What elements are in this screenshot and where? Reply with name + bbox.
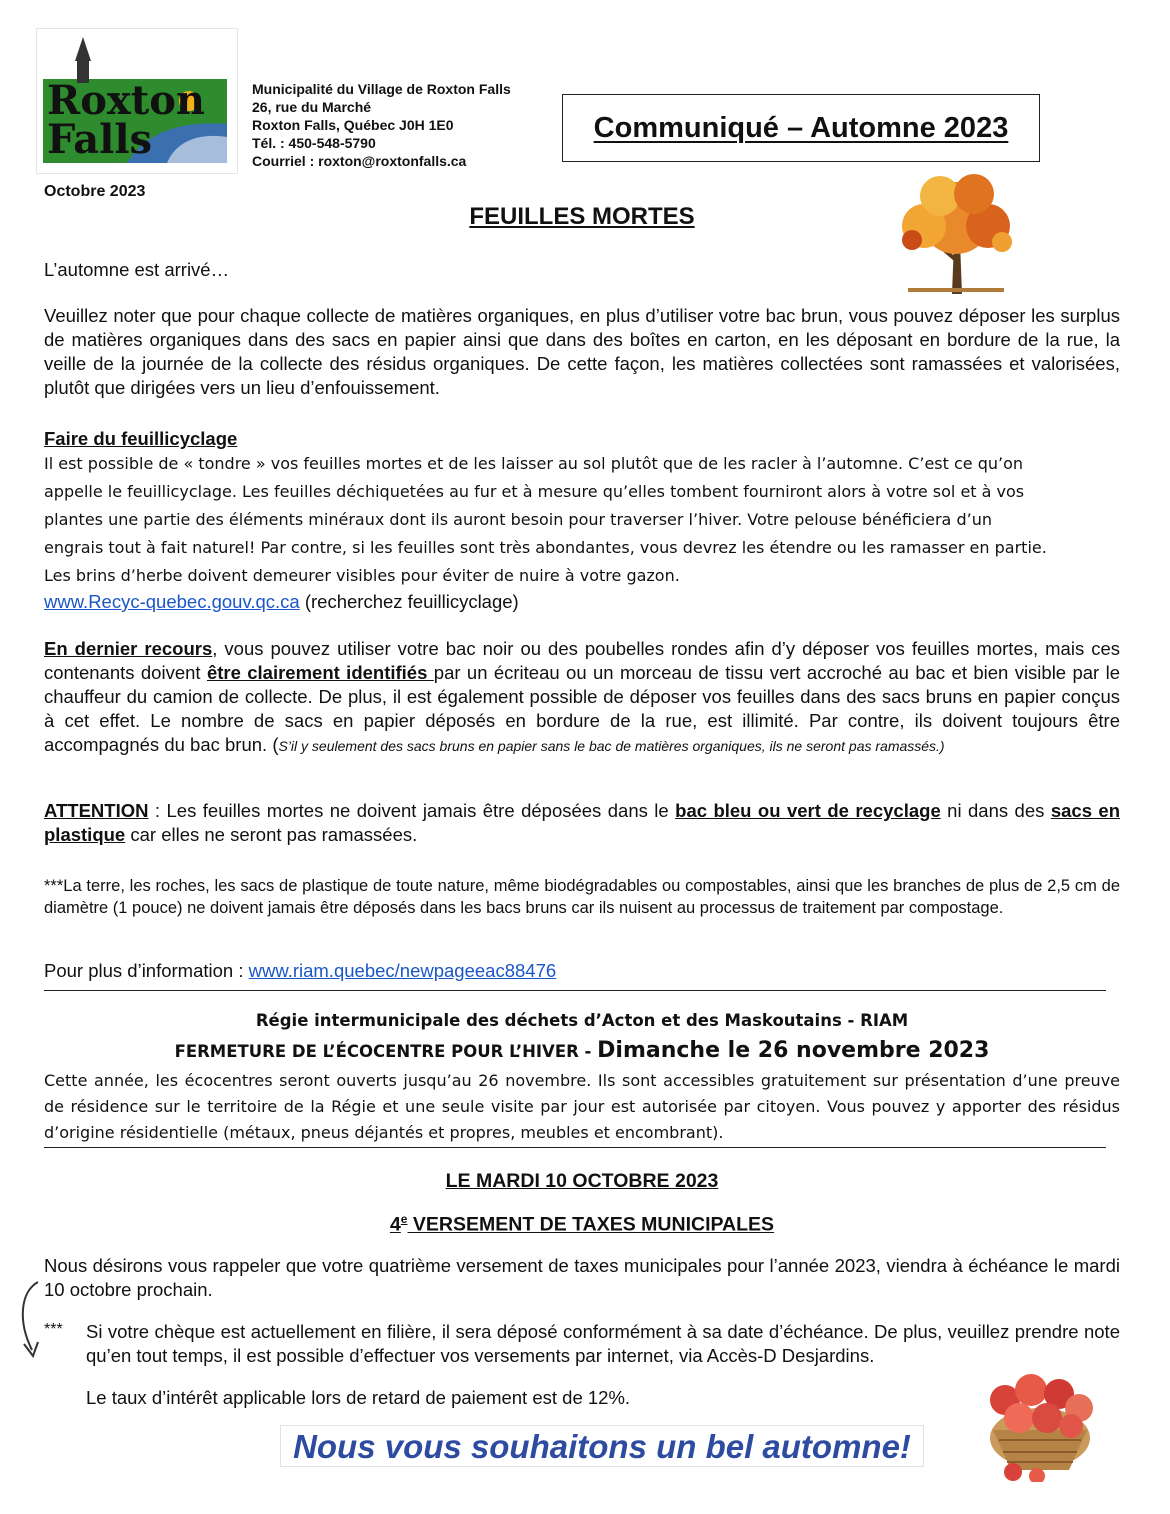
address-line: 26, rue du Marché: [252, 99, 372, 115]
communique-title: Communiqué – Automne 2023: [593, 111, 1009, 144]
taxes-heading-text: VERSEMENT DE TAXES MUNICIPALES: [407, 1213, 775, 1236]
riam-heading: Régie intermunicipale des déchets d’Acton et des Maskoutains - RIAM: [255, 1011, 909, 1030]
divider: [44, 990, 1106, 991]
section-title-feuilles: FEUILLES MORTES: [469, 203, 695, 230]
attention-sacs-plastique: sacs en plastique: [44, 800, 1121, 845]
organic-paragraph: Veuillez noter que pour chaque collecte de matières organiques, en plus d’utiliser votre bac brun, vous pouvez déposer les surplus de matières organiques dans des sacs en papier ainsi que dans des boîtes en carton, en les déposant en bordure de la rue, la veille de la journée de la collecte des résidus organiques. De cette façon, les matières collectées sont ramassées et valorisées, plutôt que dirigées vers un lieu d’enfouissement.: [44, 305, 1120, 398]
taxes-paragraph: Nous désirons vous rappeler que votre quatrième versement de taxes municipales pour l’année 2023, viendra à échéance le mardi 10 octobre prochain.: [44, 1255, 1120, 1300]
intro-text: L’automne est arrivé…: [44, 259, 230, 280]
svg-text:Roxton: Roxton: [47, 77, 206, 124]
svg-text:Falls: Falls: [47, 116, 153, 163]
attention-text: : Les feuilles mortes ne doivent jamais être déposées dans le: [148, 800, 676, 821]
closing-message: Nous vous souhaitons un bel automne!: [280, 1425, 924, 1467]
address-line: Courriel : roxton@roxtonfalls.ca: [252, 153, 467, 169]
text-line: appelle le feuillicyclage. Les feuilles déchiquetées au fur et à mesure qu’elles tombent fourniront alors à votre sol et à vos: [44, 482, 1025, 501]
issue-date: Octobre 2023: [44, 183, 146, 200]
riam-link[interactable]: www.riam.quebec/newpageeac88476: [248, 960, 557, 981]
attention-label: ATTENTION: [44, 800, 149, 821]
recyc-note: (recherchez feuillicyclage): [299, 591, 519, 612]
attention-bac-bleu: bac bleu ou vert de recyclage: [675, 800, 941, 821]
taxes-heading-num: 4: [389, 1213, 401, 1236]
address-line: Municipalité du Village de Roxton Falls: [252, 81, 511, 97]
ecocentre-date: Dimanche le 26 novembre 2023: [597, 1038, 990, 1063]
communique-title-box: [562, 94, 1040, 162]
recyc-quebec-link[interactable]: www.Recyc-quebec.gouv.qc.ca: [44, 591, 300, 612]
ecocentre-label: FERMETURE DE L’ÉCOCENTRE POUR L’HIVER -: [174, 1042, 598, 1061]
apple-basket-icon: [975, 1360, 1105, 1482]
recours-note: S’il y seulement des sacs bruns en papier sans le bac de matières organiques, ils ne seront pas ramassés.): [278, 738, 945, 754]
text-line: Il est possible de « tondre » vos feuilles mortes et de les laisser au sol plutôt que de les racler à l’automne. C’est ce qu’on: [44, 454, 1024, 473]
interest-rate-text: Le taux d’intérêt applicable lors de retard de paiement est de 12%.: [86, 1387, 631, 1408]
ecocentre-paragraph: Cette année, les écocentres seront ouverts jusqu’au 26 novembre. Ils sont accessibles gratuitement sur présentation d’une preuve de résidence sur le territoire de la Régie et une seule visite par jour est autorisée par citoyen. Vous pouvez y apporter des résidus d’origine résidentielle (métaux, pneus déjantés et propres, meubles et encombrant).: [44, 1071, 1120, 1142]
recours-bold: En dernier recours: [44, 638, 213, 659]
feuillicyclage-heading: Faire du feuillicyclage: [44, 428, 238, 449]
attention-text-3: car elles ne seront pas ramassées.: [125, 824, 418, 845]
info-label: Pour plus d’information :: [44, 960, 249, 981]
text-line: engrais tout à fait naturel! Par contre, si les feuilles sont très abondantes, vous devrez les étendre ou les ramasser en partie.: [44, 538, 1047, 557]
address-line: Tél. : 450-548-5790: [252, 135, 376, 151]
taxes-heading: [0, 1212, 1164, 1237]
recyc-line: [44, 590, 1120, 614]
divider: [44, 1147, 1106, 1148]
roxton-falls-logo: [36, 28, 238, 174]
address-line: Roxton Falls, Québec J0H 1E0: [252, 117, 454, 133]
taxes-heading-sup: e: [400, 1212, 408, 1226]
attention-paragraph: [44, 799, 1120, 847]
feuillicyclage-paragraph: [44, 450, 1120, 590]
text-line: plantes une partie des éléments minéraux dont ils auront besoin pour traverser l’hiver. Votre pelouse bénéficiera d’un: [44, 510, 992, 529]
stars-marker: ***: [44, 1321, 63, 1338]
attention-text-2: ni dans des: [940, 800, 1051, 821]
compost-note: ***La terre, les roches, les sacs de plastique de toute nature, même biodégradables ou compostables, ainsi que les branches de plus de 2,5 cm de diamètre (1 pouce) ne doivent jamais être déposés dans les bacs bruns car ils nuisent au processus de traitement par compostage.: [44, 877, 1120, 917]
recours-text: , vous pouvez utiliser votre bac noir ou des poubelles rondes afin d’y déposer vos feuilles mortes, mais ces contenants doivent: [44, 638, 1120, 683]
recours-bold-identifies: être clairement identifiés: [206, 662, 434, 683]
info-line: [44, 959, 1120, 983]
recours-text-2: par un écriteau ou un morceau de tissu vert accroché au bac et bien visible par le chauffeur du camion de collecte. De plus, il est également possible de déposer vos feuilles dans des sacs bruns en papier conçus à cet effet. Le nombre de sacs en papier déposés en bordure de la rue, est illimité. Par contre, ils doivent toujours être accompagnés du bac brun. (: [44, 662, 1120, 755]
dernier-recours-paragraph: [44, 637, 1120, 758]
taxes-date-heading: LE MARDI 10 OCTOBRE 2023: [445, 1170, 719, 1192]
ecocentre-heading: [0, 1038, 1164, 1063]
curved-arrow-icon: [14, 1278, 44, 1362]
text-line: Les brins d’herbe doivent demeurer visibles pour éviter de nuire à votre gazon.: [44, 566, 680, 585]
municipal-address: [252, 80, 511, 170]
cheque-paragraph: Si votre chèque est actuellement en filière, il sera déposé conformément à sa date d’échéance. De plus, veuillez prendre note qu’en tout temps, il est possible d’effectuer vos versements par internet, via Accès-D Desjardins.: [86, 1321, 1120, 1366]
